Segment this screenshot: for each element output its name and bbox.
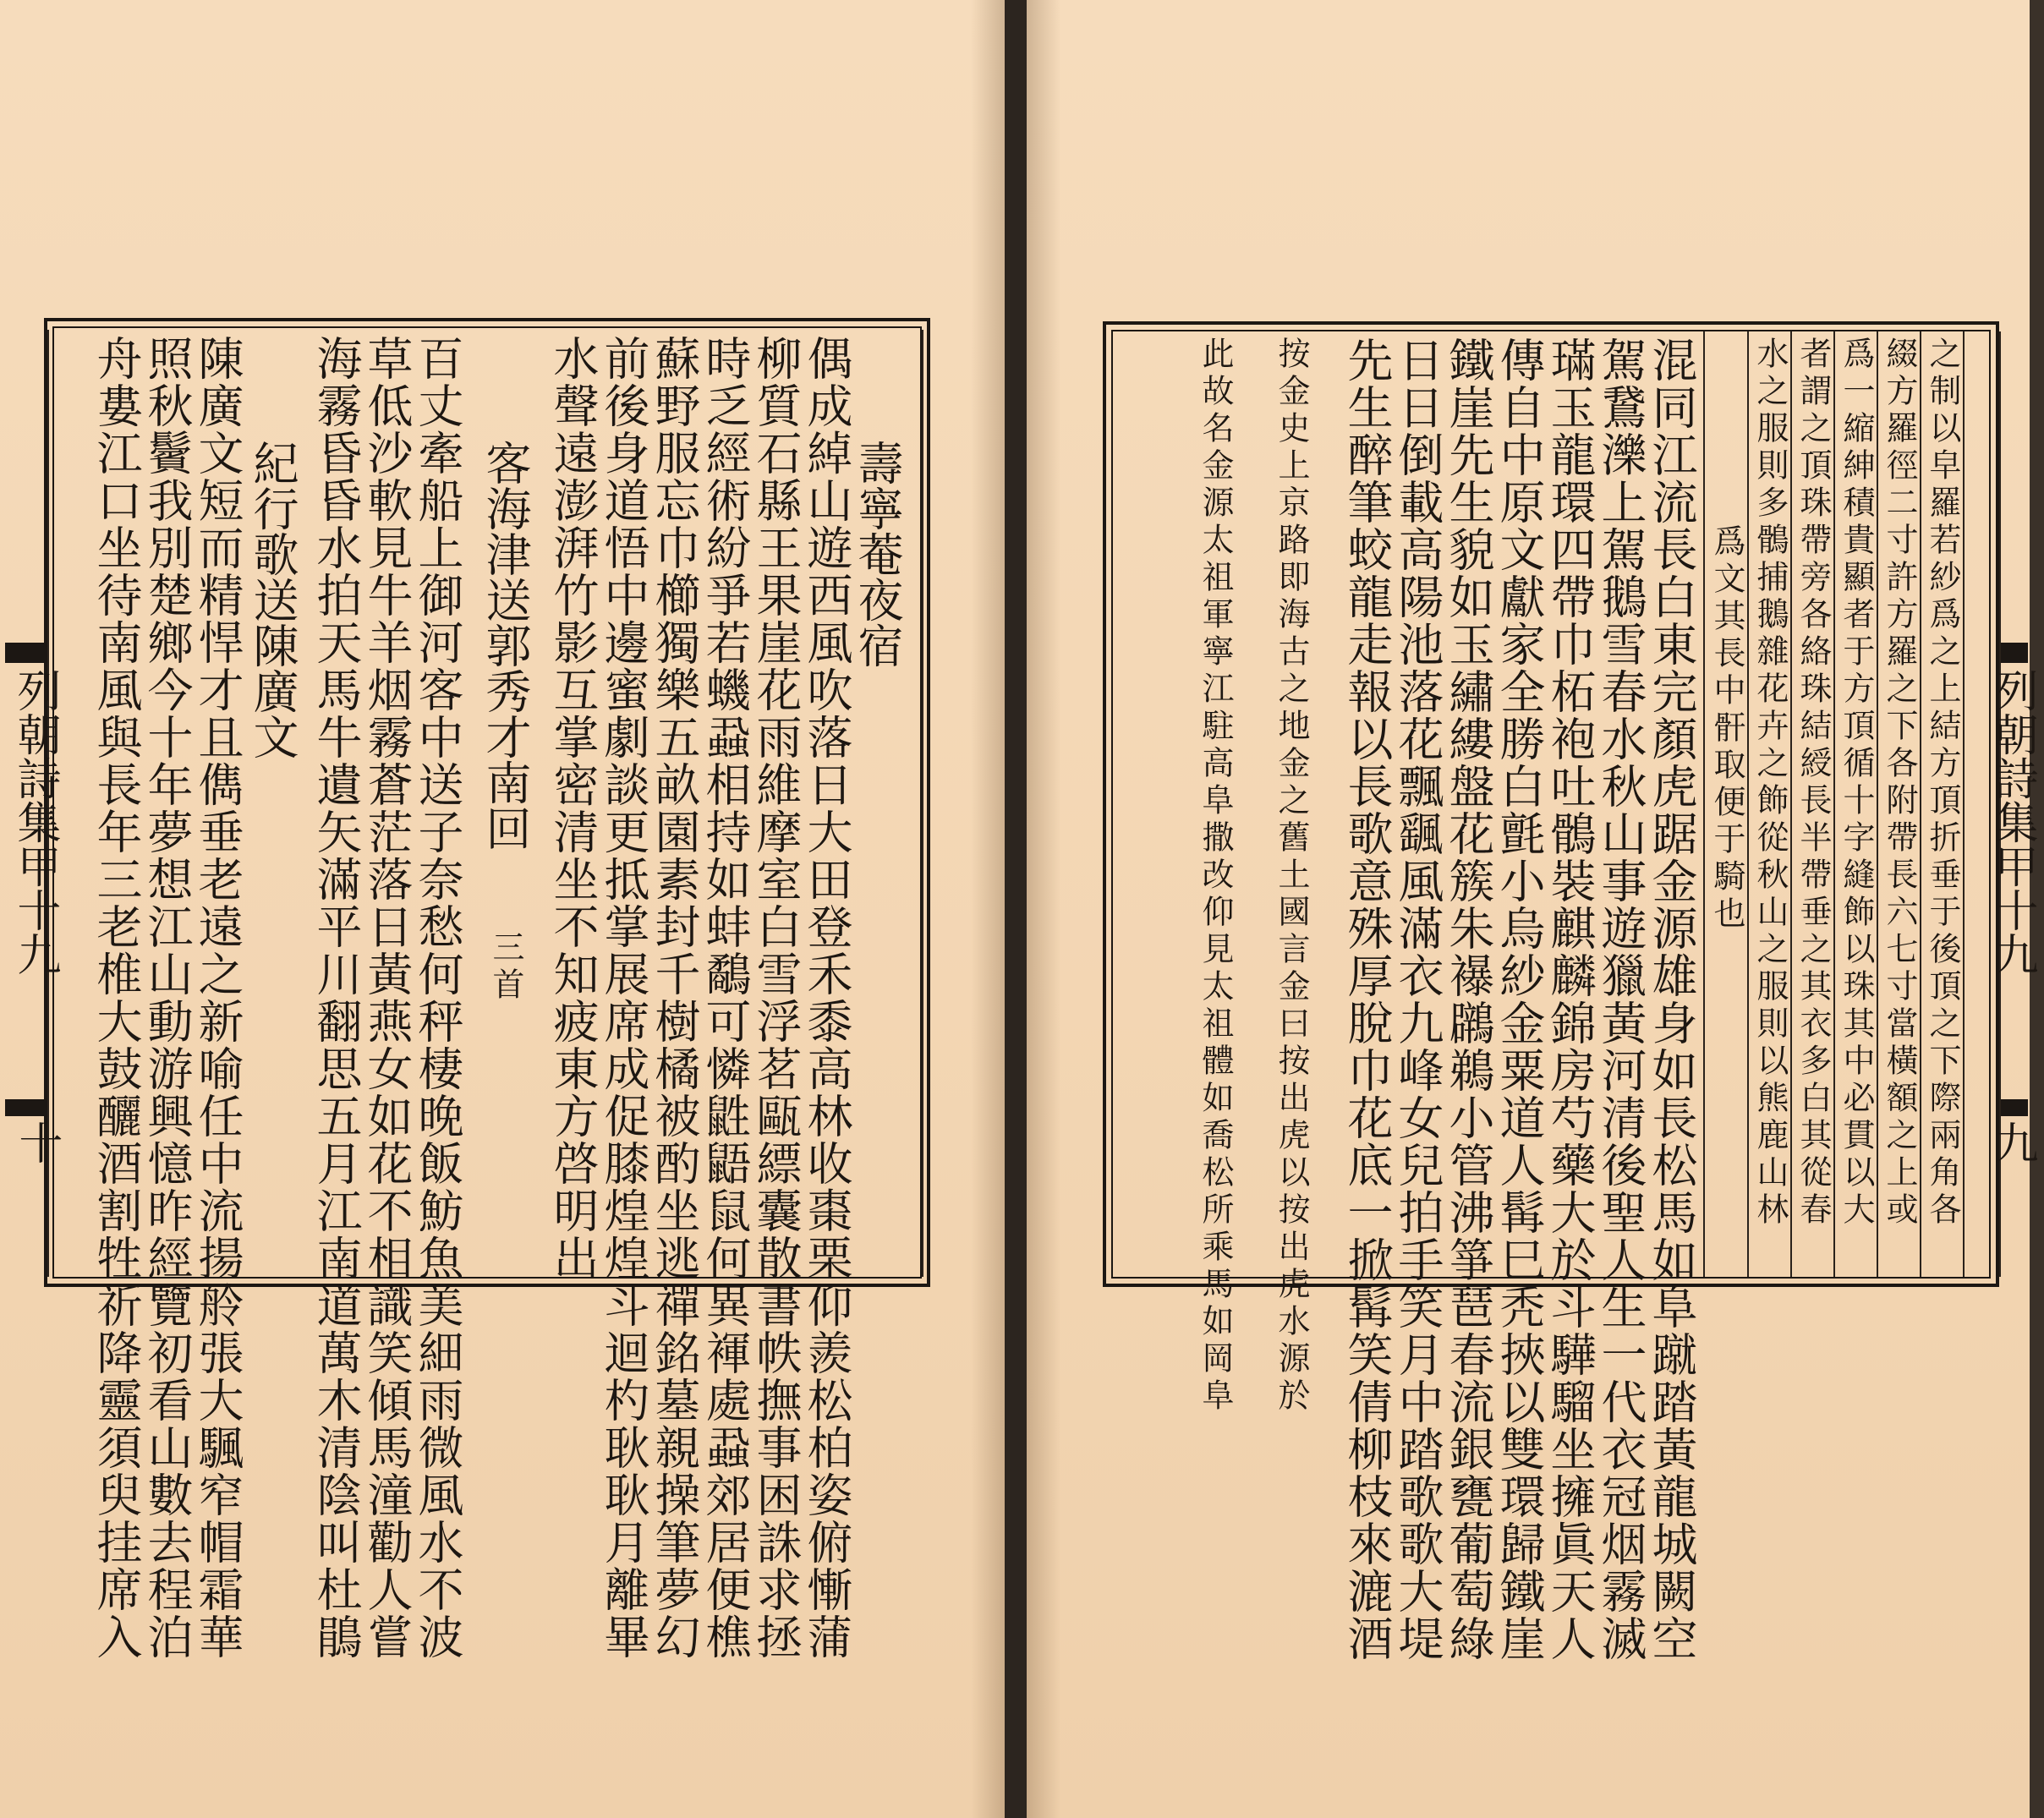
text-column: 璊玉龍環四帶巾柘袍吐鶻裝麒麟錦房芍藥大於斗驊騮坐擁眞天人 <box>1543 337 1597 1662</box>
annotation-column: 水之服則多鶻捕鵝雜花卉之飾從秋山之服則以熊鹿山林 <box>1751 337 1789 1229</box>
book-gutter <box>1005 0 1027 1818</box>
right-page <box>1027 0 2037 1818</box>
text-column: 偶成綽山遊西風吹落日大田登禾黍高林收棗栗仰羨松柏姿俯慚蒲 <box>800 335 853 1661</box>
text-column: 草低沙軟見牛羊烟霧蒼茫落日黃燕女如花不相識笑傾馬潼勸人嘗 <box>360 335 414 1661</box>
annotation-column: 爲文其長中骭取便于騎也 <box>1708 524 1745 934</box>
poem-title: 壽寧菴夜宿 <box>851 440 904 668</box>
title-annotation: 三首 <box>487 930 524 1005</box>
text-column: 百丈牽船上御河客中送子奈愁何秤棲晚飯魴魚美細雨微風水不波 <box>411 335 464 1661</box>
text-column: 水聲遠澎湃竹影互掌密清坐不知疲東方啓明出 <box>546 335 600 1282</box>
annotation-column: 綴方羅徑二寸許方羅之下各附帶長六七寸當橫額之上或 <box>1881 337 1918 1229</box>
annotation-column: 之制以皁羅若紗爲之上結方頂折垂于後頂之下際兩角各 <box>1924 337 1961 1229</box>
text-column: 舟婁江口坐待南風與長年三老椎大鼓釃酒割牲祈降靈須臾挂席入 <box>90 335 143 1661</box>
text-column: 先生醉筆蛟龍走報以長歌意殊厚脫巾花底一掀髯笑倩柳枝來漉酒 <box>1340 337 1394 1662</box>
page-number: 九 <box>1986 1120 2037 1164</box>
annotation-column: 爲一縮紳積貴顯者于方頂循十字縫飾以珠其中必貫以大 <box>1838 337 1875 1229</box>
text-column: 時乏經術紛爭若蟣蝨相持如蚌鷸可憐鼪鼯鼠何異褌處蝨郊居便樵 <box>699 335 752 1661</box>
text-column: 陳廣文短而精悍才且儁垂老遠之新喻任中流揚舲張大颿窄帽霜華 <box>191 335 244 1661</box>
annotation-column: 此故名金源太祖軍寧江駐高阜撒改仰見太祖體如喬松所乘馬如岡阜 <box>1197 337 1234 1416</box>
page-number: 十 <box>11 1120 62 1164</box>
text-column: 照秋鬢我別楚鄉今十年夢想江山動游興憶昨經覽初看山數去程泊 <box>140 335 194 1661</box>
fish-tail-mark <box>5 1099 44 1116</box>
text-column: 蘇野服忘巾櫛獨樂五畝園素封千樹橘被酌坐逃禪銘墓親操筆夢幻 <box>648 335 701 1661</box>
text-column: 鐵崖先生貌如玉繡縷盤花簇朱襮鸊鵜小管沸箏琶春流銀甕葡萄綠 <box>1442 337 1495 1662</box>
margin-book-title: 列朝詩集甲十九 <box>9 668 60 976</box>
text-column: 日日倒載高陽池落花飄颻風滿衣九峰女兒拍手笑月中踏歌歌大堤 <box>1391 337 1444 1662</box>
poem-title: 客海津送郭秀才南回 <box>479 440 532 851</box>
text-column: 駕鵞濼上駕鵝雪春水秋山事遊獵黃河清後聖人生一代衣冠烟霧滅 <box>1594 337 1647 1662</box>
fish-tail-mark <box>5 643 44 663</box>
text-column: 前後身道悟中邊蜜劇談更抵掌展席成促膝煌煌斗迴杓耿耿月離畢 <box>597 335 650 1661</box>
text-column: 海霧昏昏水拍天馬牛遺矢滿平川翻思五月江南道萬木清陰叫杜鵑 <box>310 335 363 1661</box>
fish-tail-mark <box>2001 1099 2028 1116</box>
fish-tail-mark <box>2001 643 2028 663</box>
annotation-column: 按金史上京路即海古之地金之舊土國言金曰按出虎以按出虎水源於 <box>1273 337 1310 1416</box>
text-column: 柳質石縣王果崖花雨維摩室白雪浮茗甌縹囊散書帙撫事困誅求拯 <box>749 335 803 1661</box>
text-column: 傳自中原文獻家全勝白氈小烏紗金粟道人髯巳秃挾以雙環歸鐵崖 <box>1493 337 1546 1662</box>
text-column: 混同江流長白東完顏虎踞金源雄身如長松馬如阜蹴踏黃龍城闕空 <box>1645 337 1698 1662</box>
annotation-column: 者謂之頂珠帶旁各絡珠結綬長半帶垂之其衣多白其從春 <box>1795 337 1832 1229</box>
margin-book-title: 列朝詩集甲十九 <box>1986 668 2037 976</box>
poem-title: 紀行歌送陳廣文 <box>246 440 299 759</box>
left-page <box>0 0 1005 1818</box>
